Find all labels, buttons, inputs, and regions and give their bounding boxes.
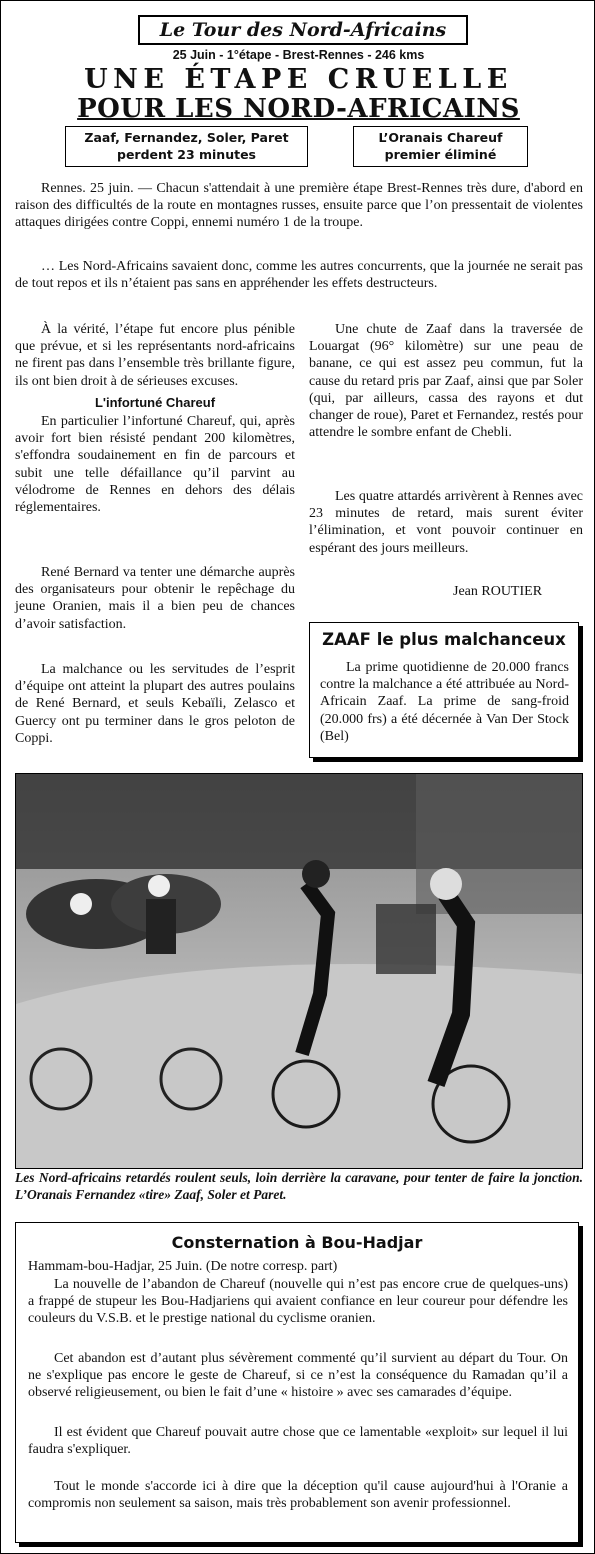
left-col-paragraph-3: René Bernard va tenter une démarche auprès des organisateurs pour obtenir le repêchage du jeune Oranien, mais il a bien peu de chances d’avoir satisfaction. [15,565,295,632]
deck-left [65,126,308,167]
sidebar-box [309,622,579,758]
bottom-box-title: Consternation à Bou-Hadjar [171,1233,423,1252]
bottom-box-paragraph-4: Tout le monde s'accorde ici à dire que la déception qu'il cause aujourd'hui à l'Oranie a compromis non seulement sa saison, mais très probablement son avenir professionnel. [28,1479,568,1512]
deck-left-line-2: perdent 23 minutes [117,147,256,162]
race-photo-illustration [16,774,582,1168]
right-col-paragraph-2: Les quatre attardés arrivèrent à Rennes avec 23 minutes de retard, mais surent éviter l’élimination, et vont pouvoir continuer en espérant des jours meilleurs. [309,489,583,556]
left-col-paragraph-2: En particulier l’infortuné Chareuf, qui, après avoir fort bien résisté pendant 200 kilomètres, s'effondra soudainement en fin de parcours et subit une telle défaillance qu’il parvint au vélodrome de Rennes en dehors des délais réglementaires. [15,414,295,516]
deck-right-line-2: premier éliminé [384,147,497,162]
stage-line: 25 Juin - 1°étape - Brest-Rennes - 246 kms [172,48,425,62]
deck-left-line-1: Zaaf, Fernandez, Soler, Paret [84,130,289,145]
deck-right [353,126,528,167]
lead-paragraph-2: … Les Nord-Africains savaient donc, comme les autres concurrents, que la journée ne serait pas de tout repos et ils n’étaient pas sans en appréhender les effets destructeurs. [15,259,583,292]
section-kicker: Le Tour des Nord-Africains [138,15,468,45]
bottom-box [15,1222,579,1543]
bottom-box-dateline: Hammam-bou-Hadjar, 25 Juin. (De notre corresp. part) [28,1259,338,1274]
bottom-box-paragraph-1: La nouvelle de l’abandon de Chareuf (nouvelle qui n’est pas encore crue de quelques-uns) a frappé de stupeur les Bou-Hadjariens qui avaient confiance en leur coureur pour défendre les couleurs du V.S.B. et le prestige national du cyclisme oranien. [28,1277,568,1327]
sidebar-box-title: ZAAF le plus malchanceux [322,630,566,649]
bottom-box-paragraph-3: Il est évident que Chareuf pouvait autre chose que ce lamentable «exploit» sur lequel il lui faudra s'expliquer. [28,1425,568,1458]
photo-caption: Les Nord-africains retardés roulent seuls, loin derrière la caravane, pour tenter de faire la jonction. L’Oranais Fernandez «tire» Zaaf, Soler et Paret. [15,1170,583,1202]
author-signature: Jean ROUTIER [453,584,543,599]
left-col-paragraph-4: La malchance ou les servitudes de l’esprit d’équipe ont atteint la plupart des autres poulains de René Bernard, et seuls Kebaïli, Zelasco et Guercy ont pu terminer dans le gros peloton de Coppi. [15,662,295,746]
headline-line-1: UNE ÉTAPE CRUELLE [84,64,513,95]
left-col-paragraph-1: À la vérité, l’étape fut encore plus pénible que prévue, et si les représentants nord-africains ne firent pas dans l’ensemble très brillante figure, ils ont bien droit à de sérieuses excuses. [15,322,295,389]
bottom-box-paragraph-2: Cet abandon est d’autant plus sévèrement commenté qu’il survient au départ du Tour. On ne s'explique pas encore le geste de Chareuf, si ce n’est la conséquence du Ramadan qu’il a observé religieusement, ou bien le fait d’une « histoire » avec ses camarades d’équipe. [28,1351,568,1401]
race-photo [15,773,583,1169]
right-col-paragraph-1: Une chute de Zaaf dans la traversée de Louargat (96° kilomètre) sur une peau de banane, ce qui est assez peu commun, fut la cause du retard pris par Zaaf, ainsi que par Soler (qui, par ailleurs, cassa des rayons et dut changer de roue), Paret et Fernandez, restés pour attendre le sombre enfant de Chebli. [309,322,583,441]
deck-right-line-1: L’Oranais Chareuf [378,130,503,145]
sidebar-box-text: La prime quotidienne de 20.000 francs contre la malchance a été attribuée au Nord-Africain Zaaf. La prime de sang-froid (20.000 frs) a été décernée à Van Der Stock (Bel) [320,660,569,744]
lead-paragraph-1: Rennes. 25 juin. — Chacun s'attendait à une première étape Brest-Rennes très dure, d'abord en raison des difficultés de la route en montagnes russes, ensuite parce que l’on pressentait de violentes attaques dirigées contre Coppi, ennemi numéro 1 de la troupe. [15,181,583,231]
headline-line-2: POUR LES NORD-AFRICAINS [77,94,520,124]
subhead-chareuf: L'infortuné Chareuf [94,395,216,410]
